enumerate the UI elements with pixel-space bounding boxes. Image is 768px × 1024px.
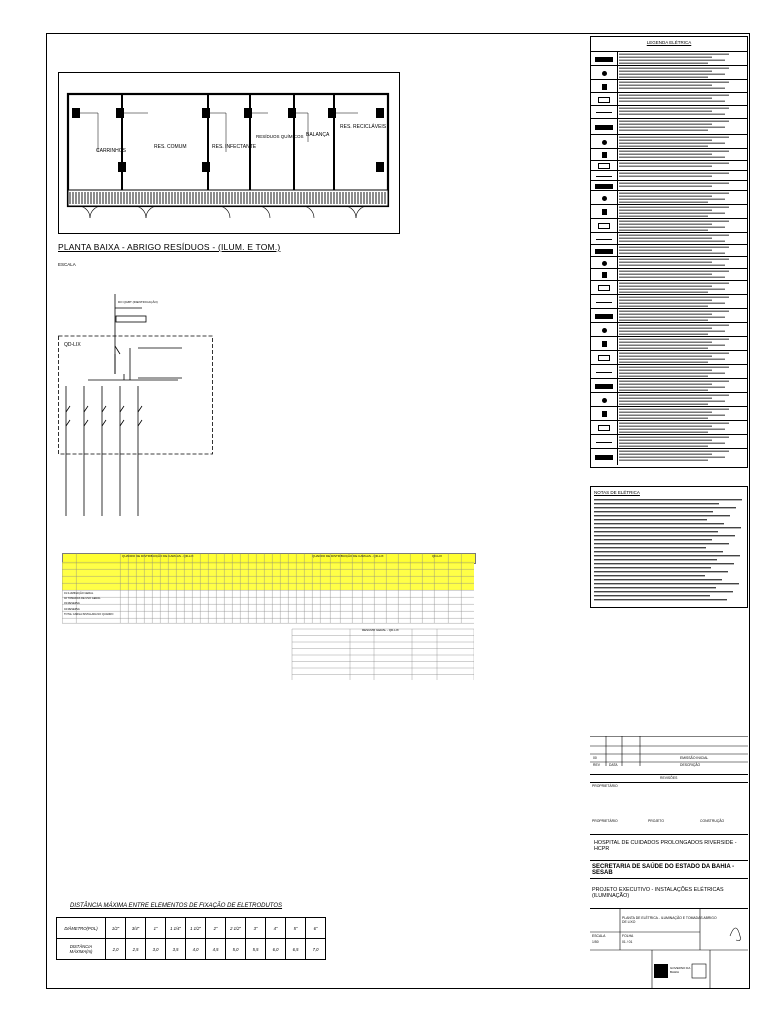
legend-symbol (591, 435, 618, 449)
panel-label: QD-LIX (64, 342, 81, 348)
legend-row (591, 308, 747, 323)
notes-text (594, 499, 744, 605)
legend-symbol (591, 52, 618, 66)
legend-symbol (591, 135, 618, 149)
load-table-title-right: QD-LIX (432, 554, 443, 558)
distance-cell: 2,5 (126, 939, 146, 960)
diameter-cell: 3/4" (126, 918, 146, 939)
legend-row (591, 350, 747, 365)
rev-description: EMISSÃO INICIAL (680, 756, 709, 760)
legend-row (591, 336, 747, 351)
distance-cell: 3,0 (146, 939, 166, 960)
load-table-title-mid: QUADRO DE DISTRIBUIÇÃO DE CARGAS - QD-LIX (312, 554, 384, 558)
legend-symbol (591, 205, 618, 219)
rev-header-desc: DESCRIÇÃO (680, 763, 701, 767)
legend-symbol (591, 393, 618, 407)
rev-number: 00 (593, 756, 597, 760)
room-label: BALANÇA (306, 132, 330, 138)
legend-symbol (591, 309, 618, 323)
legend-row (591, 280, 747, 295)
diameter-cell: 1" (146, 918, 166, 939)
distance-cell: 4,5 (206, 939, 226, 960)
government-logo: GOVERNO DA BAHIA (670, 966, 691, 974)
diameter-cell: 6" (306, 918, 326, 939)
legend-row (591, 204, 747, 219)
project-title: PROJETO EXECUTIVO - INSTALAÇÕES ELÉTRICAS (ILUMINAÇÃO) (592, 887, 724, 899)
distance-cell: 5,5 (246, 939, 266, 960)
distance-row-label: DISTÂNCIA MÁXIMA(m) (57, 939, 106, 960)
electrical-notes (590, 486, 748, 608)
diameter-cell: 2" (206, 918, 226, 939)
scale-value: 1/50 (592, 940, 599, 944)
distance-table-title: DISTÂNCIA MÁXIMA ENTRE ELEMENTOS DE FIXAÇÃO DE ELETRODUTOS (70, 903, 283, 909)
distance-cell: 7,0 (306, 939, 326, 960)
title-block-cells (590, 908, 748, 988)
room-label: RES. RECICLÁVEIS (340, 124, 387, 130)
legend-row (591, 105, 747, 119)
legend-row (591, 448, 747, 465)
legend-symbol (591, 407, 618, 421)
diameter-cell: 3" (246, 918, 266, 939)
diameter-cell: 1 1/2" (186, 918, 206, 939)
diameter-cell: 5" (286, 918, 306, 939)
load-table-title: QUADRO DE DISTRIBUIÇÃO DE CARGAS - QD-LIX (122, 554, 194, 558)
distance-cell: 6,0 (266, 939, 286, 960)
scale-label: ESCALA (592, 934, 606, 938)
notes-title: NOTAS DE ELÉTRICA (594, 490, 640, 495)
legend-symbol (591, 66, 618, 80)
sheet-value: 01 / 01 (622, 940, 633, 944)
legend-title: LEGENDA ELÉTRICA (646, 40, 692, 45)
diameter-cell: 4" (266, 918, 286, 939)
room-label: RESÍDUOS QUÍMICOS (256, 134, 304, 139)
owner-label-2: PROPRIETÁRIO (592, 819, 618, 823)
diameter-cell: 1 1/4" (166, 918, 186, 939)
distance-table (56, 917, 326, 960)
revision-grid (590, 736, 748, 766)
distance-cell: 4,0 (186, 939, 206, 960)
legend-symbol (591, 421, 618, 435)
owner-label: PROPRIETÁRIO (592, 784, 618, 788)
legend-symbol (591, 351, 618, 365)
diameter-cell: 2 1/2" (226, 918, 246, 939)
title-block (590, 736, 748, 988)
load-table-rows: 01 ILUMINAÇÃO GERAL 02 TOMADAS DE USO GERAL 03 RESERVA 04 RESERVA TOTAL CARGA INSTALADA NO QUADRO (64, 592, 114, 616)
legend-row (591, 364, 747, 379)
secretaria-name: SECRETARIA DE SAÚDE DO ESTADO DA BAHIA - SESAB (592, 864, 735, 876)
legend-symbol (591, 219, 618, 233)
revisions-label: REVISÕES (660, 776, 678, 780)
room-label: RES. COMUM (154, 144, 187, 150)
floor-plan-title: PLANTA BAIXA - ABRIGO RESÍDUOS - (ILUM. E TOM.) (58, 242, 281, 252)
legend-symbol (591, 337, 618, 351)
legend-text (619, 450, 745, 465)
floor-plan (58, 72, 400, 234)
legend-symbol (591, 119, 618, 135)
project-label: PROJETO (648, 819, 664, 823)
load-table (62, 553, 474, 681)
legend-row (591, 406, 747, 421)
legend-row (591, 434, 747, 449)
legend-row (591, 392, 747, 407)
legend-row (591, 51, 747, 66)
summary-title: RESUMO GERAL - QD-LIX (362, 628, 399, 632)
floor-plan-scale: ESCALA (58, 262, 76, 267)
legend-row (591, 294, 747, 309)
distance-cell: 5,0 (226, 939, 246, 960)
room-label: RES. INFECTANTE (212, 144, 257, 150)
distance-cell: 2,0 (106, 939, 126, 960)
legend-row (591, 420, 747, 435)
single-line-diagram (58, 294, 214, 526)
distance-cell: 6,5 (286, 939, 306, 960)
legend-row (591, 92, 747, 106)
builder-label: CONSTRUÇÃO (700, 819, 725, 823)
legend-row (591, 378, 747, 393)
legend-row (591, 218, 747, 233)
legend-symbol (591, 295, 618, 309)
hospital-name: HOSPITAL DE CUIDADOS PROLONGADOS RIVERSIDE - HCPR (594, 840, 737, 852)
legend-symbol (591, 191, 618, 205)
rev-header-rev: REV (593, 763, 600, 767)
distance-row-label: DIÂMETRO(POL) (57, 918, 106, 939)
rev-header-date: DATA (609, 763, 618, 767)
feeder-label: DO QGBT (IDENTIFICAÇÃO) (118, 300, 158, 304)
sheet-title: PLANTA DE ELÉTRICA - ILUMINAÇÃO E TOMADAS ABRIGO DE LIXO (622, 916, 717, 924)
legend-row (591, 118, 747, 135)
legend-symbol (591, 379, 618, 393)
electrical-legend (590, 36, 748, 468)
legend-row (591, 322, 747, 337)
distance-cell: 3,5 (166, 939, 186, 960)
legend-text (619, 120, 745, 135)
legend-row (591, 190, 747, 205)
legend-symbol (591, 365, 618, 379)
legend-symbol (591, 281, 618, 295)
legend-symbol (591, 449, 618, 465)
legend-row (591, 134, 747, 149)
room-label: CARRINHOS (96, 148, 127, 154)
sheet-label: FOLHA (622, 934, 634, 938)
legend-row (591, 65, 747, 80)
legend-symbol (591, 323, 618, 337)
legend-row (591, 79, 747, 93)
diameter-cell: 1/2" (106, 918, 126, 939)
